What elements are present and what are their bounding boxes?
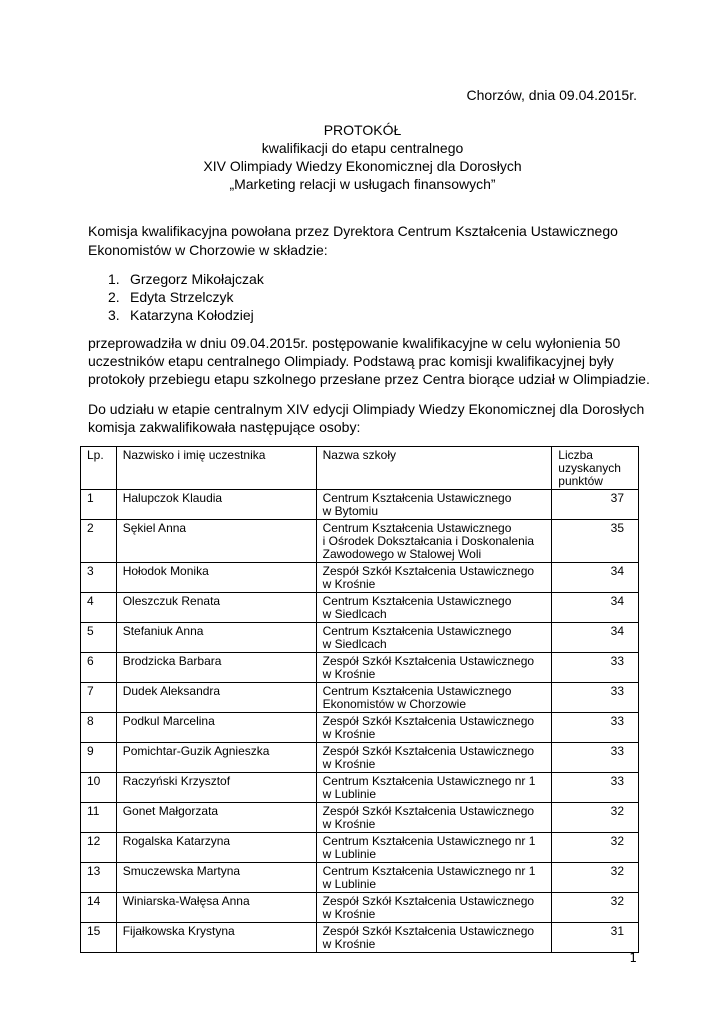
cell-school xyxy=(316,713,552,743)
school-line: Zespół Szkół Kształcenia Ustawicznego xyxy=(322,804,535,818)
school-line: w Siedlcach xyxy=(322,607,387,621)
table-row xyxy=(81,893,639,923)
cell-school xyxy=(316,490,552,520)
title-heading: PROTOKÓŁ xyxy=(323,122,402,138)
committee-member xyxy=(88,288,264,306)
school-line: w Krośnie xyxy=(322,727,376,741)
cell-school xyxy=(316,520,552,563)
cell-participant-name: Brodzicka Barbara xyxy=(116,653,316,683)
cell-lp: 12 xyxy=(81,833,117,863)
cell-school xyxy=(316,563,552,593)
cell-lp: 9 xyxy=(81,743,117,773)
header-school: Nazwa szkoły xyxy=(316,447,552,490)
intro-paragraph: Komisja kwalifikacyjna powołana przez Dyrektora Centrum Kształcenia Ustawicznego Ekonomistów w Chorzowie w składzie: xyxy=(88,223,618,258)
qualification-paragraph xyxy=(88,400,645,436)
table-row xyxy=(81,520,639,563)
header-points-line: Liczba xyxy=(558,448,593,462)
table-row xyxy=(81,773,639,803)
cell-lp: 6 xyxy=(81,653,117,683)
cell-points: 34 xyxy=(552,563,639,593)
procedure-paragraph xyxy=(88,334,650,388)
document-title xyxy=(0,121,725,193)
school-line: Ekonomistów w Chorzowie xyxy=(322,697,467,711)
cell-lp: 13 xyxy=(81,863,117,893)
cell-participant-name: Dudek Aleksandra xyxy=(116,683,316,713)
committee-members-list xyxy=(88,270,264,324)
results-table xyxy=(80,446,639,953)
school-line: Centrum Kształcenia Ustawicznego xyxy=(322,491,512,505)
cell-school xyxy=(316,833,552,863)
cell-lp: 8 xyxy=(81,713,117,743)
school-line: w Bytomiu xyxy=(322,504,378,518)
member-number: 1. xyxy=(108,271,120,287)
cell-lp: 4 xyxy=(81,593,117,623)
cell-points: 35 xyxy=(552,520,639,563)
page-number: 1 xyxy=(629,951,637,965)
cell-school xyxy=(316,593,552,623)
cell-school xyxy=(316,683,552,713)
school-line: w Krośnie xyxy=(322,667,376,681)
cell-points: 31 xyxy=(552,923,639,953)
cell-lp: 11 xyxy=(81,803,117,833)
cell-participant-name: Winiarska-Wałęsa Anna xyxy=(116,893,316,923)
member-name: Edyta Strzelczyk xyxy=(130,289,234,305)
cell-points: 32 xyxy=(552,893,639,923)
cell-school xyxy=(316,773,552,803)
cell-participant-name: Pomichtar-Guzik Agnieszka xyxy=(116,743,316,773)
school-line: w Krośnie xyxy=(322,907,376,921)
table-row xyxy=(81,653,639,683)
cell-school xyxy=(316,923,552,953)
procedure-line: uczestników etapu centralnego Olimpiady. Podstawą prac komisji kwalifikacyjnej były xyxy=(88,353,614,369)
school-line: Centrum Kształcenia Ustawicznego xyxy=(322,684,512,698)
table-row xyxy=(81,490,639,520)
cell-participant-name: Podkul Marcelina xyxy=(116,713,316,743)
document-date: Chorzów, dnia 09.04.2015r. xyxy=(466,87,637,103)
committee-member xyxy=(88,270,264,288)
cell-school xyxy=(316,803,552,833)
table-row xyxy=(81,623,639,653)
committee-member xyxy=(88,306,264,324)
cell-points: 34 xyxy=(552,623,639,653)
table-row xyxy=(81,683,639,713)
table-body xyxy=(81,490,639,953)
cell-school xyxy=(316,893,552,923)
table-row xyxy=(81,713,639,743)
school-line: Centrum Kształcenia Ustawicznego xyxy=(322,624,512,638)
cell-school xyxy=(316,863,552,893)
procedure-line: przeprowadziła w dniu 09.04.2015r. postępowanie kwalifikacyjne w celu wyłonienia 50 xyxy=(88,335,621,351)
cell-participant-name: Halupczok Klaudia xyxy=(116,490,316,520)
school-line: w Siedlcach xyxy=(322,637,387,651)
school-line: Zespół Szkół Kształcenia Ustawicznego xyxy=(322,894,535,908)
table-row xyxy=(81,833,639,863)
school-line: Zespół Szkół Kształcenia Ustawicznego xyxy=(322,714,535,728)
member-name: Katarzyna Kołodziej xyxy=(130,307,254,323)
header-points xyxy=(552,447,639,490)
school-line: Zespół Szkół Kształcenia Ustawicznego xyxy=(322,564,535,578)
cell-participant-name: Fijałkowska Krystyna xyxy=(116,923,316,953)
cell-lp: 15 xyxy=(81,923,117,953)
school-line: Centrum Kształcenia Ustawicznego xyxy=(322,521,512,535)
school-line: w Krośnie xyxy=(322,817,376,831)
header-points-line: punktów xyxy=(558,474,603,488)
school-line: Centrum Kształcenia Ustawicznego nr 1 xyxy=(322,834,536,848)
cell-school xyxy=(316,743,552,773)
school-line: w Lublinie xyxy=(322,847,377,861)
table-row xyxy=(81,563,639,593)
school-line: Centrum Kształcenia Ustawicznego xyxy=(322,594,512,608)
cell-participant-name: Rogalska Katarzyna xyxy=(116,833,316,863)
cell-lp: 2 xyxy=(81,520,117,563)
cell-lp: 14 xyxy=(81,893,117,923)
cell-school xyxy=(316,623,552,653)
table-row xyxy=(81,593,639,623)
table-row xyxy=(81,803,639,833)
cell-points: 34 xyxy=(552,593,639,623)
qualification-line: Do udziału w etapie centralnym XIV edycji Olimpiady Wiedzy Ekonomicznej dla Dorosłych xyxy=(88,401,645,417)
title-olympiad-name: XIV Olimpiady Wiedzy Ekonomicznej dla Dorosłych xyxy=(203,158,522,174)
table-row xyxy=(81,743,639,773)
member-number: 2. xyxy=(108,289,120,305)
cell-lp: 7 xyxy=(81,683,117,713)
school-line: i Ośrodek Dokształcania i Doskonalenia xyxy=(322,534,535,548)
cell-participant-name: Hołodok Monika xyxy=(116,563,316,593)
school-line: Zespół Szkół Kształcenia Ustawicznego xyxy=(322,654,535,668)
school-line: w Krośnie xyxy=(322,577,376,591)
table-row xyxy=(81,863,639,893)
member-number: 3. xyxy=(108,307,120,323)
header-lp: Lp. xyxy=(81,447,117,490)
school-line: Zespół Szkół Kształcenia Ustawicznego xyxy=(322,744,535,758)
cell-participant-name: Stefaniuk Anna xyxy=(116,623,316,653)
cell-participant-name: Gonet Małgorzata xyxy=(116,803,316,833)
member-name: Grzegorz Mikołajczak xyxy=(130,271,264,287)
school-line: w Krośnie xyxy=(322,937,376,951)
school-line: Zawodowego w Stalowej Woli xyxy=(322,547,482,561)
cell-participant-name: Raczyński Krzysztof xyxy=(116,773,316,803)
cell-points: 37 xyxy=(552,490,639,520)
cell-points: 33 xyxy=(552,713,639,743)
qualification-line: komisja zakwalifikowała następujące osoby: xyxy=(88,419,361,435)
cell-lp: 5 xyxy=(81,623,117,653)
school-line: w Krośnie xyxy=(322,757,376,771)
school-line: w Lublinie xyxy=(322,787,377,801)
table-row xyxy=(81,923,639,953)
header-points-line: uzyskanych xyxy=(558,461,621,475)
cell-participant-name: Oleszczuk Renata xyxy=(116,593,316,623)
table-header-row xyxy=(81,447,639,490)
cell-participant-name: Smuczewska Martyna xyxy=(116,863,316,893)
school-line: w Lublinie xyxy=(322,877,377,891)
cell-points: 32 xyxy=(552,803,639,833)
school-line: Centrum Kształcenia Ustawicznego nr 1 xyxy=(322,774,536,788)
cell-points: 33 xyxy=(552,683,639,713)
cell-lp: 1 xyxy=(81,490,117,520)
cell-lp: 10 xyxy=(81,773,117,803)
cell-lp: 3 xyxy=(81,563,117,593)
cell-school xyxy=(316,653,552,683)
cell-participant-name: Sękiel Anna xyxy=(116,520,316,563)
title-subtitle: kwalifikacji do etapu centralnego xyxy=(261,140,464,156)
school-line: Zespół Szkół Kształcenia Ustawicznego xyxy=(322,924,535,938)
school-line: Centrum Kształcenia Ustawicznego nr 1 xyxy=(322,864,536,878)
cell-points: 32 xyxy=(552,863,639,893)
cell-points: 33 xyxy=(552,743,639,773)
cell-points: 33 xyxy=(552,773,639,803)
title-theme: „Marketing relacji w usługach finansowych” xyxy=(229,176,496,192)
cell-points: 32 xyxy=(552,833,639,863)
cell-points: 33 xyxy=(552,653,639,683)
procedure-line: protokoły przebiegu etapu szkolnego przesłane przez Centra biorące udział w Olimpiadzie. xyxy=(88,371,650,387)
header-name: Nazwisko i imię uczestnika xyxy=(116,447,316,490)
